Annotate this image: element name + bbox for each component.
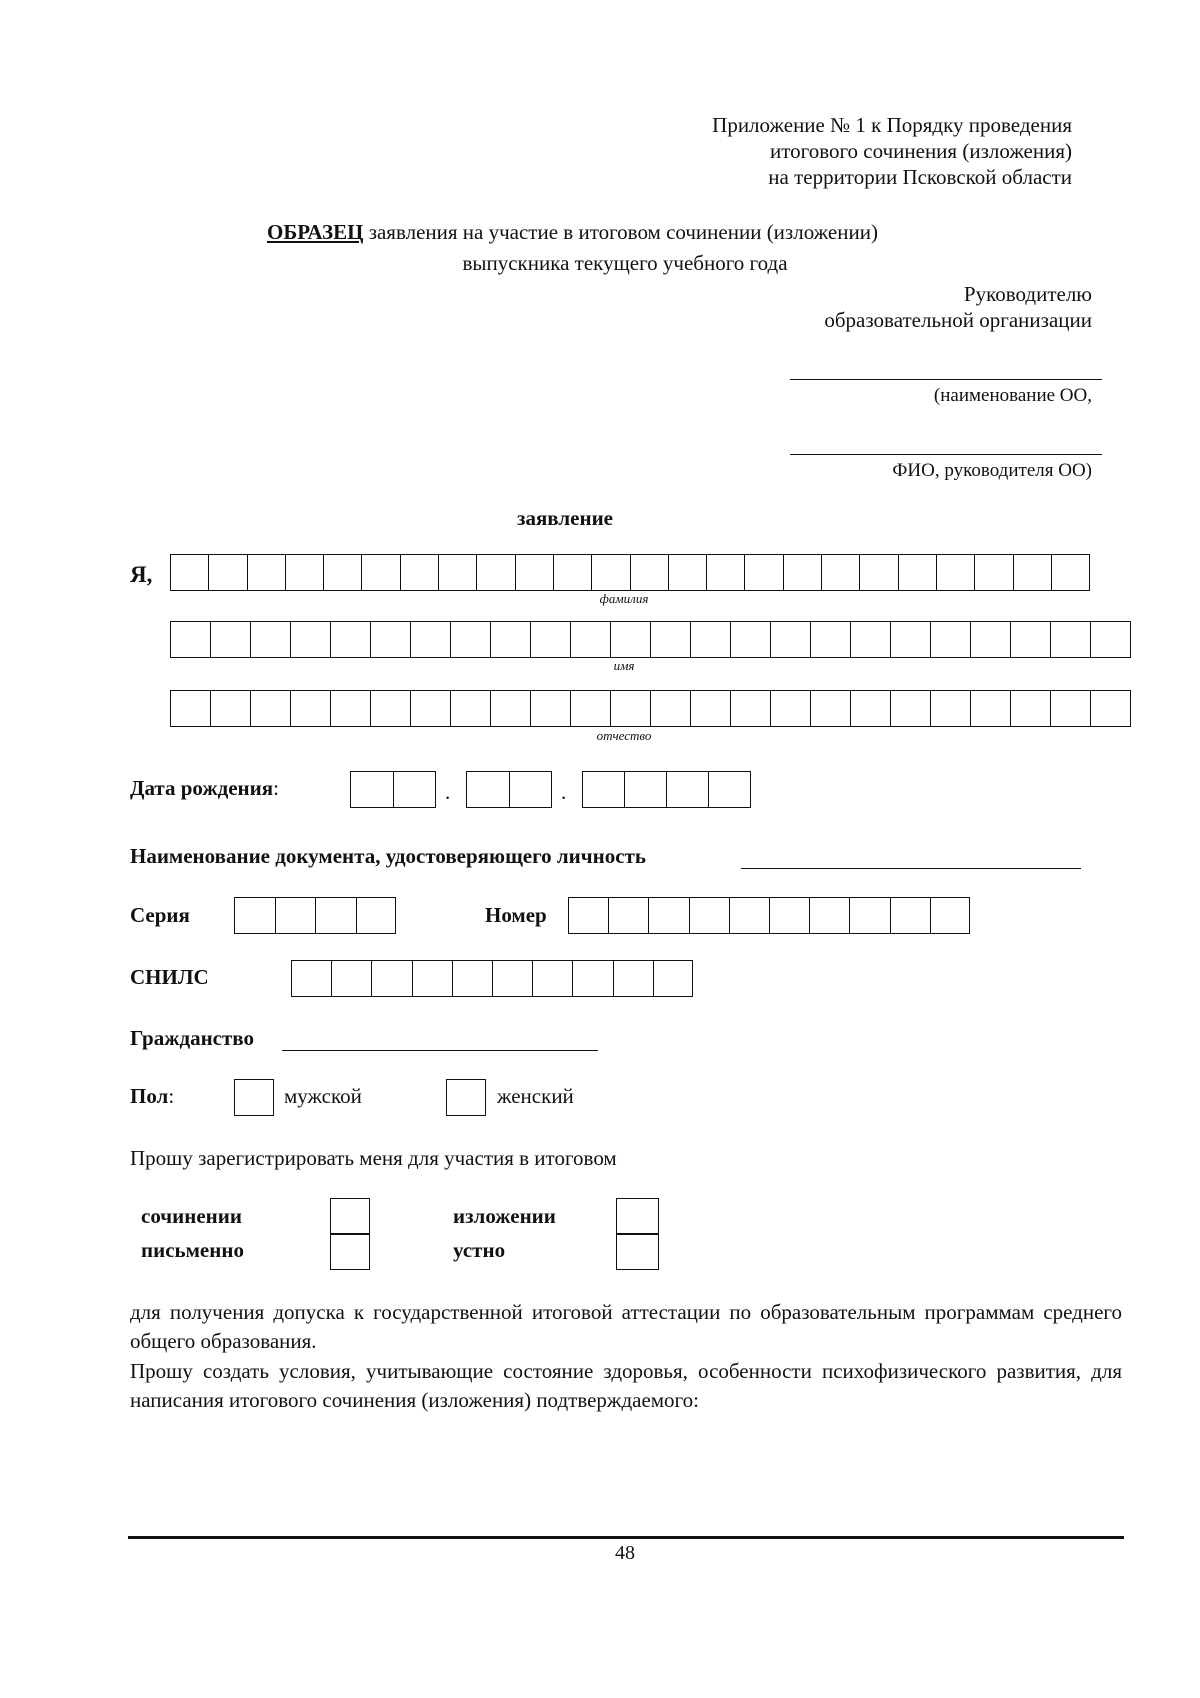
form-title <box>267 219 878 245</box>
firstname-cell[interactable] <box>811 622 851 657</box>
birth-date-label-wrap <box>130 775 279 801</box>
firstname-cell[interactable] <box>971 622 1011 657</box>
number-cell[interactable] <box>609 898 649 933</box>
firstname-cell[interactable] <box>851 622 891 657</box>
male-label: мужской <box>284 1084 362 1108</box>
snils-cell[interactable] <box>493 961 533 996</box>
surname-cell[interactable] <box>209 555 247 590</box>
surname-cell[interactable] <box>477 555 515 590</box>
firstname-cell[interactable] <box>371 622 411 657</box>
surname-cell[interactable] <box>554 555 592 590</box>
patronymic-cell[interactable] <box>371 691 411 726</box>
surname-cell[interactable] <box>362 555 400 590</box>
patronymic-cell[interactable] <box>971 691 1011 726</box>
birth-year-cell[interactable] <box>625 772 667 807</box>
patronymic-cell[interactable] <box>451 691 491 726</box>
patronymic-cell[interactable] <box>611 691 651 726</box>
birth-day-cell[interactable] <box>351 772 394 807</box>
number-label: Номер <box>485 903 547 927</box>
surname-cell[interactable] <box>784 555 822 590</box>
surname-cell[interactable] <box>745 555 783 590</box>
patronymic-cell[interactable] <box>571 691 611 726</box>
application-heading: заявление <box>517 506 613 530</box>
title-line-2: выпускника текущего учебного года <box>462 251 788 275</box>
firstname-cell[interactable] <box>651 622 691 657</box>
surname-cell[interactable] <box>324 555 362 590</box>
director-name-line[interactable] <box>790 454 1102 455</box>
firstname-cell[interactable] <box>891 622 931 657</box>
patronymic-cell[interactable] <box>851 691 891 726</box>
patronymic-cell[interactable] <box>171 691 211 726</box>
conditions-paragraph: Прошу создать условия, учитывающие состояние здоровья, особенности психофизического развития, для написания итогового сочинения (изложения) подтверждаемого: <box>130 1359 1122 1412</box>
number-cell[interactable] <box>770 898 810 933</box>
statement-checkbox[interactable] <box>616 1198 659 1235</box>
title-sample-word: ОБРАЗЕЦ <box>267 220 364 244</box>
snils-cell[interactable] <box>654 961 692 996</box>
snils-cell[interactable] <box>372 961 412 996</box>
patronymic-cell[interactable] <box>891 691 931 726</box>
name-prefix: Я, <box>130 562 153 587</box>
request-text: Прошу зарегистрировать меня для участия в итоговом <box>130 1146 617 1170</box>
firstname-cell[interactable] <box>1051 622 1091 657</box>
written-checkbox[interactable] <box>330 1233 370 1270</box>
firstname-cell[interactable] <box>771 622 811 657</box>
birth-day-cells[interactable] <box>350 771 436 808</box>
citizenship-line[interactable] <box>282 1050 598 1051</box>
surname-cell[interactable] <box>401 555 439 590</box>
firstname-cell[interactable] <box>171 622 211 657</box>
firstname-cell[interactable] <box>411 622 451 657</box>
female-label: женский <box>497 1084 574 1108</box>
snils-cell[interactable] <box>332 961 372 996</box>
snils-cells[interactable] <box>291 960 693 997</box>
firstname-cell[interactable] <box>491 622 531 657</box>
snils-cell[interactable] <box>533 961 573 996</box>
snils-label: СНИЛС <box>130 965 209 989</box>
female-checkbox[interactable] <box>446 1079 486 1116</box>
number-cell[interactable] <box>690 898 730 933</box>
written-label: письменно <box>141 1238 244 1262</box>
surname-cell[interactable] <box>1052 555 1089 590</box>
addressee-line-2: образовательной организации <box>824 308 1092 332</box>
firstname-cell[interactable] <box>611 622 651 657</box>
patronymic-cells[interactable] <box>170 690 1131 727</box>
surname-cell[interactable] <box>516 555 554 590</box>
birth-date-label: Дата рождения <box>130 776 274 800</box>
birth-month-cells[interactable] <box>466 771 552 808</box>
series-cell[interactable] <box>357 898 396 933</box>
firstname-cell[interactable] <box>1011 622 1051 657</box>
series-cell[interactable] <box>276 898 317 933</box>
patronymic-cell[interactable] <box>1091 691 1130 726</box>
surname-cells[interactable] <box>170 554 1090 591</box>
birth-date-separator-2: . <box>561 780 567 804</box>
birth-date-separator-1: . <box>445 780 451 804</box>
patronymic-cell[interactable] <box>291 691 331 726</box>
id-document-line[interactable] <box>741 868 1081 869</box>
oral-checkbox[interactable] <box>616 1233 659 1270</box>
firstname-cell[interactable] <box>211 622 251 657</box>
number-cell[interactable] <box>810 898 850 933</box>
firstname-cell[interactable] <box>571 622 611 657</box>
number-cell[interactable] <box>931 898 969 933</box>
birth-year-cells[interactable] <box>582 771 751 808</box>
surname-cell[interactable] <box>592 555 630 590</box>
firstname-cell[interactable] <box>451 622 491 657</box>
series-label: Серия <box>130 903 190 927</box>
number-cell[interactable] <box>730 898 770 933</box>
series-cells[interactable] <box>234 897 396 934</box>
admission-paragraph: для получения допуска к государственной итоговой аттестации по образовательным программам среднего общего образования. <box>130 1300 1122 1353</box>
addressee-caption-2: ФИО, руководителя ОО) <box>892 460 1092 481</box>
series-cell[interactable] <box>316 898 357 933</box>
gender-label-wrap <box>130 1083 174 1109</box>
number-cell[interactable] <box>891 898 931 933</box>
firstname-cell[interactable] <box>531 622 571 657</box>
patronymic-cell[interactable] <box>331 691 371 726</box>
patronymic-cell[interactable] <box>691 691 731 726</box>
surname-cell[interactable] <box>631 555 669 590</box>
birth-month-cell[interactable] <box>510 772 551 807</box>
birth-day-cell[interactable] <box>394 772 435 807</box>
page-number: 48 <box>615 1542 635 1564</box>
citizenship-label: Гражданство <box>130 1026 255 1050</box>
footer-rule <box>128 1536 1124 1539</box>
snils-cell[interactable] <box>614 961 654 996</box>
patronymic-cell[interactable] <box>731 691 771 726</box>
birth-month-cell[interactable] <box>467 772 510 807</box>
patronymic-cell[interactable] <box>411 691 451 726</box>
surname-cell[interactable] <box>286 555 324 590</box>
essay-checkbox[interactable] <box>330 1198 370 1235</box>
patronymic-caption: отчество <box>596 728 652 743</box>
firstname-cell[interactable] <box>251 622 291 657</box>
number-cell[interactable] <box>569 898 609 933</box>
birth-year-cell[interactable] <box>667 772 709 807</box>
patronymic-cell[interactable] <box>531 691 571 726</box>
header-line-1: Приложение № 1 к Порядку проведения <box>712 113 1072 137</box>
patronymic-cell[interactable] <box>491 691 531 726</box>
surname-cell[interactable] <box>439 555 477 590</box>
birth-date-colon: : <box>273 776 279 800</box>
patronymic-cell[interactable] <box>1051 691 1091 726</box>
firstname-cell[interactable] <box>931 622 971 657</box>
firstname-caption: имя <box>613 658 635 673</box>
header-line-2: итогового сочинения (изложения) <box>769 139 1072 163</box>
surname-cell[interactable] <box>707 555 745 590</box>
birth-year-cell[interactable] <box>709 772 750 807</box>
surname-cell[interactable] <box>899 555 937 590</box>
patronymic-cell[interactable] <box>251 691 291 726</box>
surname-cell[interactable] <box>248 555 286 590</box>
firstname-cell[interactable] <box>1091 622 1130 657</box>
number-cell[interactable] <box>850 898 890 933</box>
oral-label: устно <box>453 1238 506 1262</box>
firstname-cell[interactable] <box>331 622 371 657</box>
patronymic-cell[interactable] <box>1011 691 1051 726</box>
school-name-line[interactable] <box>790 379 1102 380</box>
surname-caption: фамилия <box>599 591 649 606</box>
birth-year-cell[interactable] <box>583 772 625 807</box>
addressee-line-1: Руководителю <box>963 282 1092 306</box>
surname-cell[interactable] <box>937 555 975 590</box>
series-cell[interactable] <box>235 898 276 933</box>
firstname-cell[interactable] <box>731 622 771 657</box>
surname-cell[interactable] <box>975 555 1013 590</box>
firstname-cell[interactable] <box>291 622 331 657</box>
snils-cell[interactable] <box>413 961 453 996</box>
patronymic-cell[interactable] <box>211 691 251 726</box>
firstname-cell[interactable] <box>691 622 731 657</box>
id-document-label: Наименование документа, удостоверяющего личность <box>130 844 646 868</box>
snils-cell[interactable] <box>453 961 493 996</box>
statement-label: изложении <box>453 1204 556 1228</box>
firstname-cells[interactable] <box>170 621 1131 658</box>
surname-cell[interactable] <box>860 555 898 590</box>
gender-label: Пол <box>130 1084 169 1108</box>
number-cells[interactable] <box>568 897 970 934</box>
gender-colon: : <box>168 1084 175 1108</box>
surname-cell[interactable] <box>669 555 707 590</box>
number-cell[interactable] <box>649 898 689 933</box>
title-text: заявления на участие в итоговом сочинении (изложении) <box>363 220 878 244</box>
surname-cell[interactable] <box>822 555 860 590</box>
male-checkbox[interactable] <box>234 1079 274 1116</box>
patronymic-cell[interactable] <box>651 691 691 726</box>
patronymic-cell[interactable] <box>931 691 971 726</box>
surname-cell[interactable] <box>171 555 209 590</box>
header-line-3: на территории Псковской области <box>768 165 1072 189</box>
patronymic-cell[interactable] <box>771 691 811 726</box>
addressee-caption-1: (наименование ОО, <box>933 385 1092 406</box>
snils-cell[interactable] <box>292 961 332 996</box>
snils-cell[interactable] <box>573 961 613 996</box>
patronymic-cell[interactable] <box>811 691 851 726</box>
surname-cell[interactable] <box>1014 555 1052 590</box>
essay-label: сочинении <box>141 1204 242 1228</box>
